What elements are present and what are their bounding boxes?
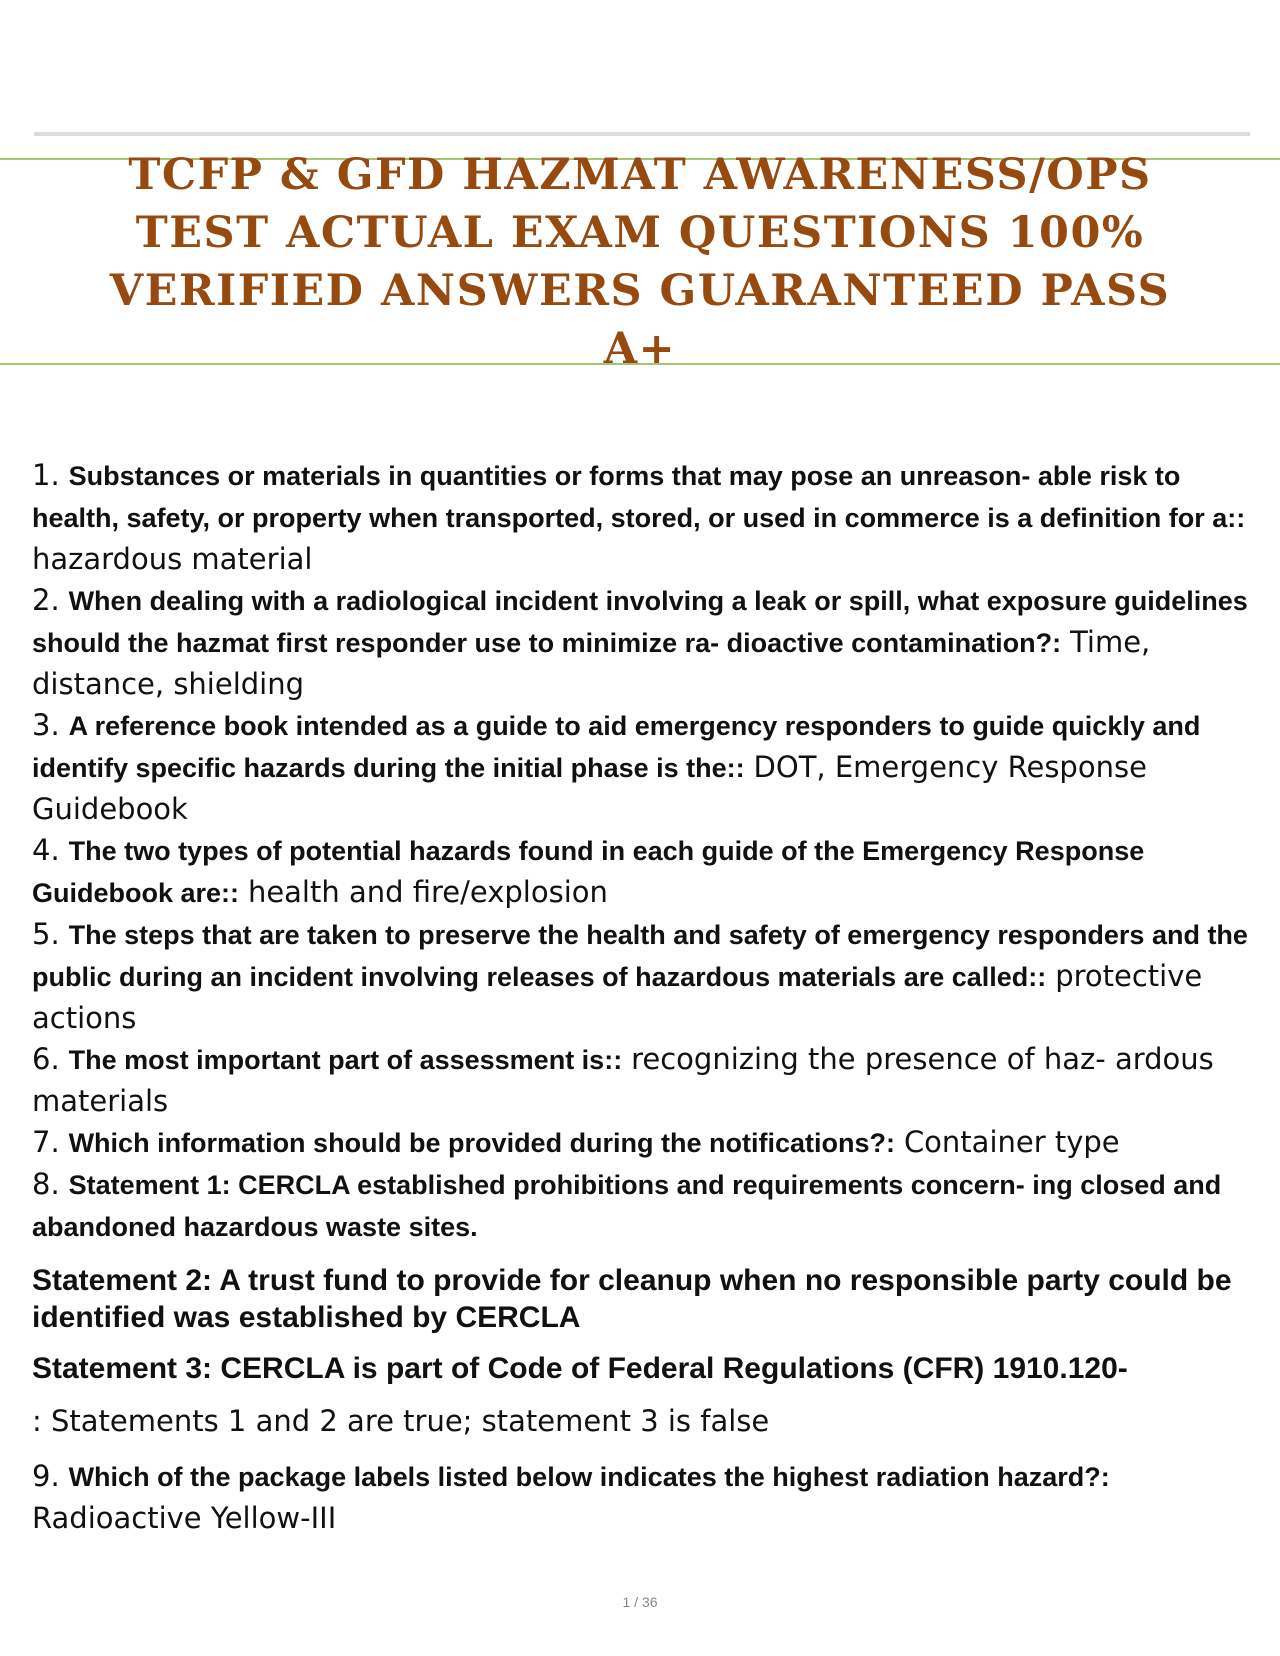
question-text: Statement 1: CERCLA established prohibitions and requirements concern- ing closed and abandoned hazardous waste sites.	[32, 1170, 1222, 1242]
question-number: 9.	[32, 1459, 60, 1493]
title-banner	[0, 149, 1280, 374]
question-text: The two types of potential hazards found in each guide of the Emergency Response Guidebook are::	[32, 836, 1145, 908]
question-item-9	[32, 1456, 1254, 1539]
question-item-2	[32, 580, 1254, 705]
answer-text: Container type	[903, 1125, 1120, 1159]
question-number: 1.	[32, 458, 60, 492]
statement-2: Statement 2: A trust fund to provide for cleanup when no responsible party could be identified was established by CERCLA	[32, 1264, 1232, 1334]
question-text: The steps that are taken to preserve the health and safety of emergency responders and the public during an incident involving releases of hazardous materials are called::	[32, 920, 1248, 992]
answer-text: Time, distance, shielding	[32, 625, 1151, 701]
answer-text: hazardous material	[32, 542, 313, 576]
question-number: 5.	[32, 917, 60, 951]
question-number: 4.	[32, 833, 60, 867]
question-item-4	[32, 830, 1254, 914]
question-item-3	[32, 705, 1254, 830]
page-number: 1 / 36	[622, 1594, 658, 1610]
answer-text: DOT, Emergency Response Guidebook	[32, 750, 1147, 826]
question-number: 2.	[32, 583, 60, 617]
question-text: When dealing with a radiological incident involving a leak or spill, what exposure guidelines should the hazmat first responder use to minimize ra- dioactive contamination?:	[32, 586, 1248, 658]
answer-prefix: :	[32, 1404, 42, 1438]
question-item-6	[32, 1039, 1254, 1122]
question-number: 7.	[32, 1125, 60, 1159]
answer-text: health and fire/explosion	[247, 875, 608, 909]
question-text: The most important part of assessment is::	[68, 1045, 623, 1075]
question-number: 3.	[32, 708, 60, 742]
question-text: A reference book intended as a guide to aid emergency responders to guide quickly and identify specific hazards during the initial phase is the::	[32, 711, 1201, 783]
question-item-1	[32, 455, 1254, 580]
question-item-7	[32, 1122, 1254, 1164]
answer-text: Statements 1 and 2 are true; statement 3 is false	[51, 1404, 770, 1438]
answer-text: recognizing the presence of haz- ardous materials	[32, 1042, 1214, 1118]
question-item-5	[32, 914, 1254, 1039]
question-text: Substances or materials in quantities or forms that may pose an unreason- able risk to health, safety, or property when transported, stored, or used in commerce is a definition for a::	[32, 461, 1246, 533]
answer-text: protective actions	[32, 959, 1203, 1035]
answer-text: Radioactive Yellow-III	[32, 1501, 337, 1535]
question-list	[32, 455, 1254, 1539]
top-divider	[34, 132, 1250, 136]
question-number: 8.	[32, 1167, 60, 1201]
question-number: 6.	[32, 1042, 60, 1076]
document-title: TCFP & GFD HAZMAT AWARENESS/OPS TEST ACTUAL EXAM QUESTIONS 100% VERIFIED ANSWERS GUARANTEED PASS A+	[109, 149, 1171, 374]
question-text: Which of the package labels listed below indicates the highest radiation hazard?:	[68, 1462, 1110, 1492]
question-text: Which information should be provided during the notifications?:	[68, 1128, 896, 1158]
statement-3: Statement 3: CERCLA is part of Code of Federal Regulations (CFR) 1910.120-	[32, 1352, 1128, 1385]
question-item-8	[32, 1164, 1254, 1248]
question-8-answer	[32, 1401, 1254, 1442]
